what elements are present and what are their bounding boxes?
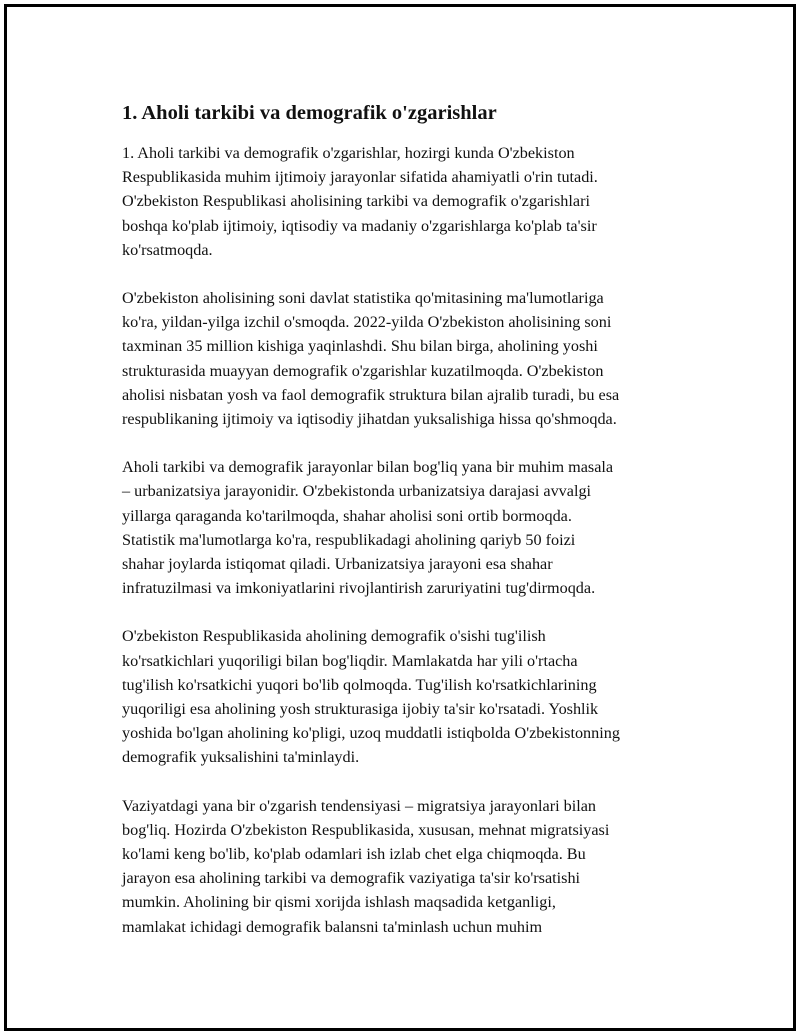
page-frame	[4, 4, 796, 1031]
text-line: O'zbekiston Respublikasida aholining demografik o'sishi tug'ilish	[122, 627, 546, 646]
text-line: taxminan 35 million kishiga yaqinlashdi. Shu bilan birga, aholining yoshi	[122, 337, 598, 356]
text-line: infratuzilmasi va imkoniyatlarini rivojlantirish zaruriyatini tug'dirmoqda.	[122, 579, 596, 598]
text-line: tug'ilish ko'rsatkichi yuqori bo'lib qolmoqda. Tug'ilish ko'rsatkichlarining	[122, 675, 597, 694]
text-line: yillarga qaraganda ko'tarilmoqda, shahar aholisi soni ortib bormoqda.	[122, 506, 572, 525]
text-line: Respublikasida muhim ijtimoiy jarayonlar sifatida ahamiyatli o'rin tutadi.	[122, 168, 598, 187]
text-line: shahar joylarda istiqomat qiladi. Urbanizatsiya jarayoni esa shahar	[122, 555, 553, 574]
text-line: aholisi nisbatan yosh va faol demografik struktura bilan ajralib turadi, bu esa	[122, 385, 620, 404]
paragraph-3	[122, 455, 697, 600]
text-line: ko'ra, yildan-yilga izchil o'smoqda. 2022-yilda O'zbekiston aholisining soni	[122, 313, 612, 332]
text-line: respublikaning ijtimoiy va iqtisodiy jihatdan yuksalishiga hissa qo'shmoqda.	[122, 410, 617, 429]
text-line: mamlakat ichidagi demografik balansni ta'minlash uchun muhim	[122, 917, 543, 936]
text-line: Vaziyatdagi yana bir o'zgarish tendensiyasi – migratsiya jarayonlari bilan	[122, 796, 596, 815]
text-line: 1. Aholi tarkibi va demografik o'zgarishlar, hozirgi kunda O'zbekiston	[122, 144, 575, 162]
text-line: ko'rsatmoqda.	[122, 240, 213, 259]
text-line: Aholi tarkibi va demografik jarayonlar bilan bog'liq yana bir muhim masala	[122, 458, 614, 477]
text-line: jarayon esa aholining tarkibi va demografik vaziyatiga ta'sir ko'rsatishi	[122, 869, 581, 888]
text-line: bog'liq. Hozirda O'zbekiston Respublikasida, xususan, mehnat migratsiyasi	[122, 820, 610, 839]
text-line: demografik yuksalishini ta'minlaydi.	[122, 748, 360, 767]
text-line: strukturasida muayyan demografik o'zgarishlar kuzatilmoqda. O'zbekiston	[122, 361, 604, 380]
text-line: O'zbekiston Respublikasi aholisining tarkibi va demografik o'zgarishlari	[122, 192, 590, 211]
text-line: – urbanizatsiya jarayonidir. O'zbekistonda urbanizatsiya darajasi avvalgi	[122, 482, 592, 501]
text-line: ko'lami keng bo'lib, ko'plab odamlari ish izlab chet elga chiqmoqda. Bu	[122, 845, 586, 864]
section-heading: 1. Aholi tarkibi va demografik o'zgarishlar	[122, 102, 497, 124]
text-line: ko'rsatkichlari yuqoriligi bilan bog'liqdir. Mamlakatda har yili o'rtacha	[122, 651, 578, 670]
text-line: yuqoriligi esa aholining yosh strukturasiga ijobiy ta'sir ko'rsatadi. Yoshlik	[122, 700, 599, 719]
paragraph-4	[122, 624, 697, 769]
text-line: O'zbekiston aholisining soni davlat statistika qo'mitasining ma'lumotlariga	[122, 289, 604, 308]
paragraph-2	[122, 286, 697, 431]
text-line: yoshida bo'lgan aholining ko'pligi, uzoq muddatli istiqbolda O'zbekistonning	[122, 724, 620, 743]
paragraph-1	[122, 141, 697, 262]
text-line: boshqa ko'plab ijtimoiy, iqtisodiy va madaniy o'zgarishlarga ko'plab ta'sir	[122, 216, 597, 235]
text-line: Statistik ma'lumotlarga ko'ra, respublikadagi aholining qariyb 50 foizi	[122, 530, 576, 549]
paragraph-5	[122, 794, 697, 939]
document-body	[122, 99, 697, 963]
text-line: mumkin. Aholining bir qismi xorijda ishlash maqsadida ketganligi,	[122, 893, 556, 912]
